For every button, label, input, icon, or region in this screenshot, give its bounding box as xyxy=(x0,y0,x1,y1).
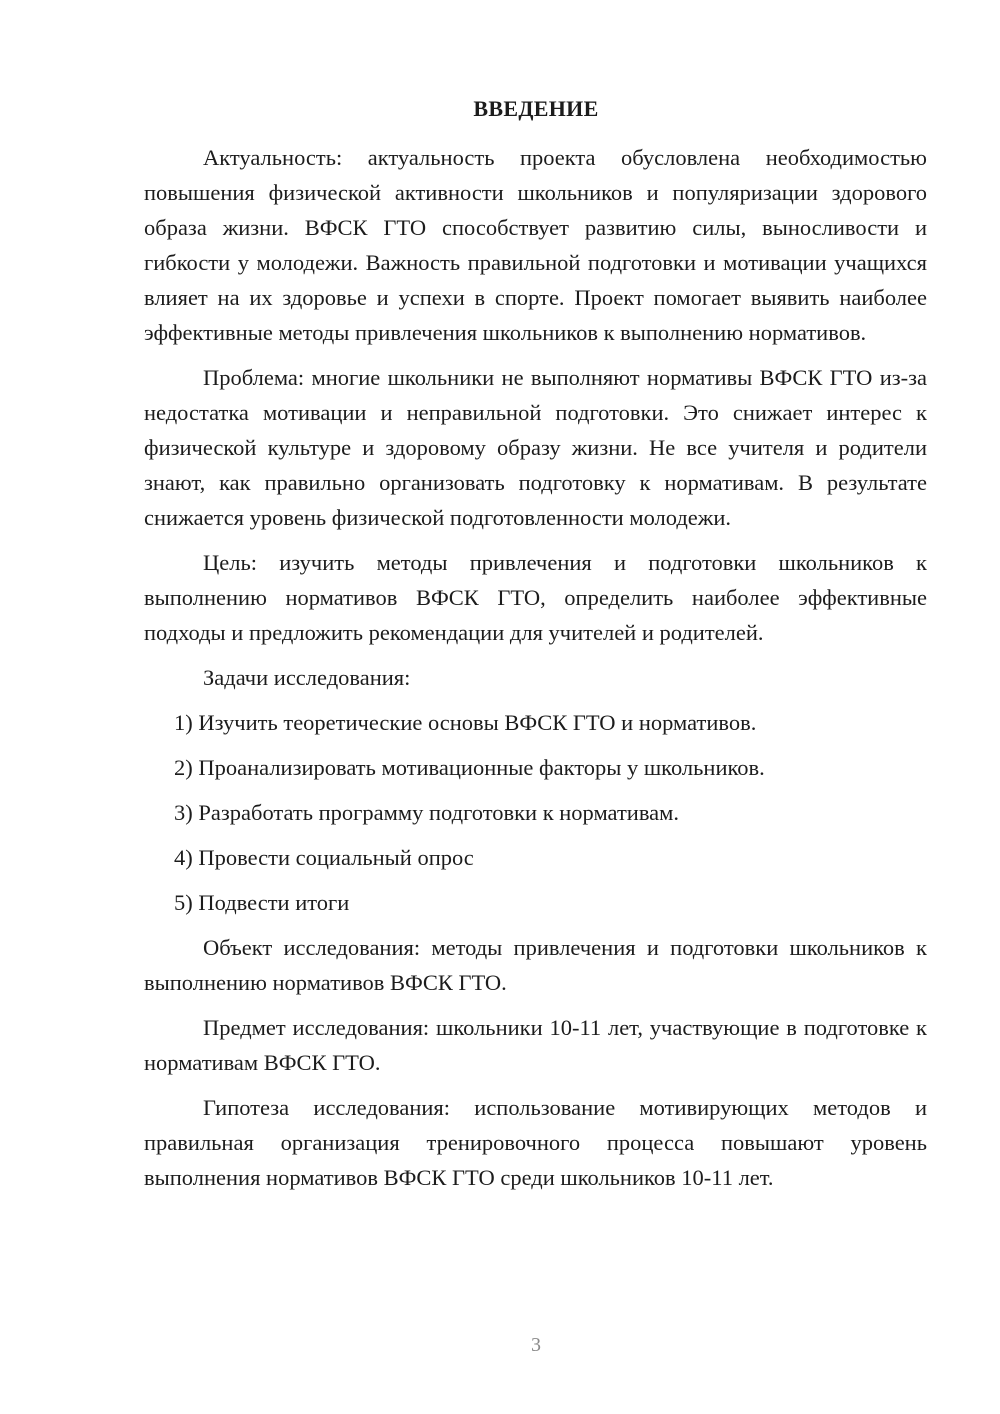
page-number: 3 xyxy=(531,1334,541,1356)
task-item-2: 2) Проанализировать мотивационные факторы у школьников. xyxy=(174,755,765,780)
paragraph-problem: Проблема: многие школьники не выполняют нормативы ВФСК ГТО из-за недостатка мотивации и неправильной подготовки. Это снижает интерес к физической культуре и здоровому образу жизни. Не все учителя и родители знают, как правильно организовать подготовку к нормативам. В результате снижается уровень физической подготовленности молодежи. xyxy=(144,365,927,530)
paragraph-subject: Предмет исследования: школьники 10-11 лет, участвующие в подготовке к нормативам ВФСК ГТО. xyxy=(144,1015,927,1075)
paragraph-relevance: Актуальность: актуальность проекта обусловлена необходимостью повышения физической активности школьников и популяризации здорового образа жизни. ВФСК ГТО способствует развитию силы, выносливости и гибкости у молодежи. Важность правильной подготовки и мотивации учащихся влияет на их здоровье и успехи в спорте. Проект помогает выявить наиболее эффективные методы привлечения школьников к выполнению нормативов. xyxy=(144,145,927,345)
task-item-5: 5) Подвести итоги xyxy=(174,890,350,915)
task-item-4: 4) Провести социальный опрос xyxy=(174,845,474,870)
section-title: ВВЕДЕНИЕ xyxy=(473,96,599,121)
paragraph-goal: Цель: изучить методы привлечения и подготовки школьников к выполнению нормативов ВФСК ГТО, определить наиболее эффективные подходы и предложить рекомендации для учителей и родителей. xyxy=(144,550,927,645)
task-item-3: 3) Разработать программу подготовки к нормативам. xyxy=(174,800,679,825)
tasks-heading: Задачи исследования: xyxy=(203,665,411,690)
document-body xyxy=(144,140,927,1205)
task-item-1: 1) Изучить теоретические основы ВФСК ГТО и нормативов. xyxy=(174,710,757,735)
paragraph-object: Объект исследования: методы привлечения и подготовки школьников к выполнению нормативов ВФСК ГТО. xyxy=(144,935,927,995)
paragraph-hypothesis: Гипотеза исследования: использование мотивирующих методов и правильная организация тренировочного процесса повышают уровень выполнения нормативов ВФСК ГТО среди школьников 10-11 лет. xyxy=(144,1095,927,1190)
